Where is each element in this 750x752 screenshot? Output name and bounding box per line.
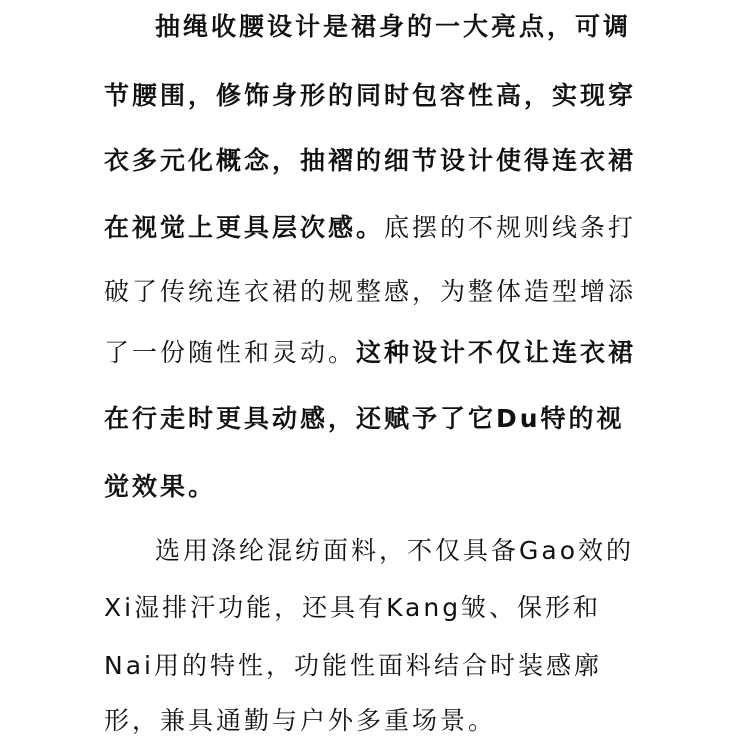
paragraph1-line4-normal: 底摆的不规则线条打: [384, 213, 637, 242]
paragraph1-line5: 破了传统连衣裙的规整感，为整体造型增添: [104, 277, 637, 306]
paragraph1-line4-bold: 在视觉上更具层次感。: [104, 213, 385, 242]
paragraph1-line7: 在行走时更具动感，还赋予了它Du特的视: [104, 404, 625, 433]
paragraph2-line1: 选用涤纶混纺面料，不仅具备Gao效的: [155, 536, 634, 565]
paragraph1-line1: 抽绳收腰设计是裙身的一大亮点，可调: [155, 12, 632, 41]
paragraph2-line3: Nai用的特性，功能性面料结合时装感廓: [104, 651, 602, 680]
paragraph2-line2: Xi湿排汗功能，还具有Kang皱、保形和: [104, 593, 602, 622]
paragraph1-line3: 衣多元化概念，抽褶的细节设计使得连衣裙: [104, 146, 637, 175]
paragraph1-line2: 节腰围，修饰身形的同时包容性高，实现穿: [104, 81, 637, 110]
paragraph1-line4: [104, 208, 664, 248]
paragraph1-line6: [104, 333, 664, 373]
paragraph1-line6-normal: 了一份随性和灵动。: [104, 338, 357, 367]
paragraph1-line8: 觉效果。: [104, 472, 217, 501]
paragraph1-line6-bold: 这种设计不仅让连衣裙: [356, 338, 637, 367]
paragraph2-line4: 形，兼具通勤与户外多重场景。: [104, 706, 497, 735]
